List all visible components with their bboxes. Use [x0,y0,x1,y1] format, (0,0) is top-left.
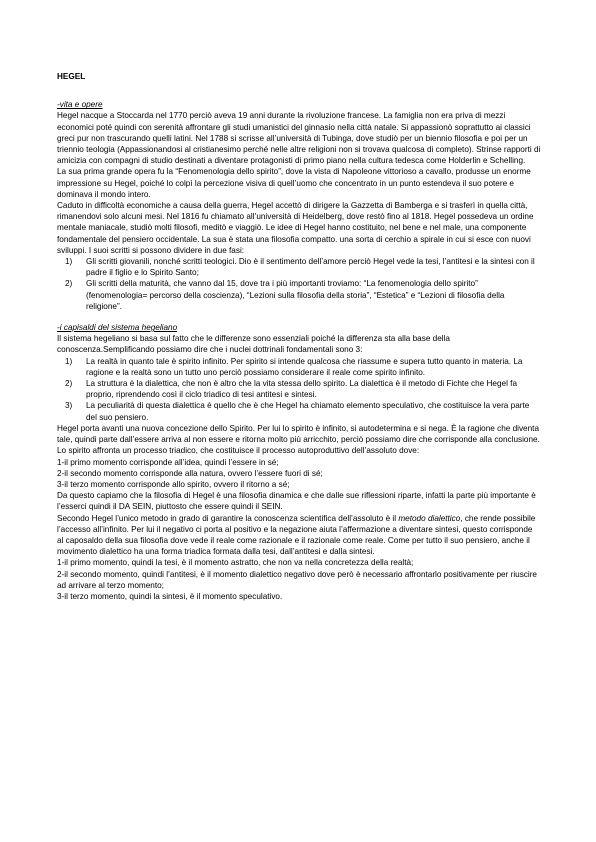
text-line: 3-il terzo momento, quindi la sintesi, è il momento speculativo. [57,591,283,601]
list-item-text: Gli scritti giovanili, nonché scritti teologici. Dio è il sentimento dell’amore perciò Hegel vede la tesi, l’antitesi e la sintesi con il padre il figlio e lo Spirito Santo; [86,257,535,278]
list-number: 2) [65,379,73,389]
section-heading: -vita e opere [57,100,103,110]
paragraph: Il sistema hegeliano si basa sul fatto che le differenze sono essenziali poiché la differenza sta alla base della conoscenza.Semplificando possiamo dire che i nuclei dottrinali fondamentali sono 3: [57,334,450,355]
list-item-text: La realtà in quanto tale è spirito infinito. Per spirito si intende qualcosa che riassume e supera tutto quanto in materia. La ragione e la realtà sono un tutto uno perciò possiamo considerare il reale come spirito infinito. [86,356,523,377]
section-vita-e-opere [57,99,541,312]
list-item [57,278,541,312]
list-item-text: La struttura è la dialettica, che non è altro che la vita stessa dello spirito. La dialettica è il metodo di Fichte che Hegel fa proprio, riprendendo così il ciclo triadico di tesi antitesi e sintesi. [86,379,517,400]
numbered-list [57,356,541,423]
paragraph-text: Secondo Hegel l’unico metodo in grado di garantire la conoscenza scientifica dell’assoluto è il [57,513,399,523]
paragraph-text: , che rende possibile l’accesso all’infinito. Per lui il negativo ci porta al positivo e la negazione aiuta l’affermazione a diventare sintesi, questo corrisponde al caposaldo della sua filosofia dove vede il reale come razionale e il razionale come reale. Come per tutto il suo pensiero, anche il movimento dialettico ha una forma triadica formata dalla tesi, dall’antitesi e dalla sintesi. [57,513,536,557]
list-number: 3) [65,401,73,411]
spacer [57,312,541,322]
paragraph: Hegel nacque a Stoccarda nel 1770 perciò aveva 19 anni durante la rivoluzione francese. La famiglia non era priva di mezzi economici poté quindi con serenità affrontare gli studi umanistici del ginnasio nella città natale. Si appassionò soprattutto ai classici greci pur non trascurando quelli latini. Nel 1788 si scrisse all’università di Tubinga, dove studiò per un biennio filosofia e poi per un triennio teologia (Appassionandosi al cristianesimo perché nelle altre religioni non si trovava qualcosa di completo). Strinse rapporti di amicizia con compagni di studio destinati a diventare protagonisti di primo piano nella cultura tedesca come Holderlin e Schelling. [57,111,541,166]
text-line: 1-il primo momento corrisponde all’idea, quindi l’essere in sé; [57,457,279,467]
list-number: 1) [65,356,73,366]
text-line: 1-il primo momento, quindi la tesi, è il momento astratto, che non va nella concretezza della realtà; [57,558,414,568]
section-capisaldi [57,322,541,602]
numbered-list [57,256,541,312]
paragraph: Da questo capiamo che la filosofia di Hegel è una filosofia dinamica e che dalle sue riflessioni riparte, infatti la parte più importante è l’esserci quindi il DA SEIN, piuttosto che essere quindi il SEIN. [57,491,536,512]
paragraph: La sua prima grande opera fu la “Fenomenologia dello spirito”, dove la vista di Napoleone vittorioso a cavallo, produsse un enorme impressione su Hegel, poiché lo colpì la percezione visiva di quell’uomo che concentrato in un punto estendeva il suo potere e dominava il mondo intero. [57,167,531,199]
list-number: 1) [65,257,73,267]
section-heading: -i capisaldi del sistema hegeliano [57,323,178,333]
list-item [57,256,541,278]
paragraph: Caduto in difficoltà economiche a causa della guerra, Hegel accettò di dirigere la Gazzetta di Bamberga e si trasferì in quella città, rimanendovi solo alcuni mesi. Nel 1816 fu chiamato all’università di Heidelberg, dove restò fino al 1818. Hegel possedeva un ordine mentale maniacale, studiò molti filosofi, meditò e viaggiò. Le idee di Hegel hanno costituito, nel bene e nel male, una componente fondamentale del pensiero occidentale. La sua è stata una filosofia compatto. una sorta di cerchio a spirale in cui si esce con nuovi sviluppi. I suoi scritti si possono dividere in due fasi: [57,201,534,255]
paragraph [57,513,541,558]
document-body [57,71,541,602]
text-line: 2-il secondo momento, quindi l’antitesi, è il momento dialettico negativo dove però è necessario affrontarlo positivamente per riuscire ad arrivare al terzo momento; [57,569,537,590]
list-item [57,400,541,422]
emphasis-text: metodo dialettico [398,513,461,523]
text-line: 2-il secondo momento corrisponde alla natura, ovvero l’essere fuori di sé; [57,468,323,478]
text-line: 3-il terzo momento corrisponde allo spirito, ovvero il ritorno a sé; [57,479,290,489]
list-item [57,378,541,400]
paragraph: Lo spirito affronta un processo triadico, che costituisce il processo autoproduttivo dell’assoluto dove: [57,446,420,456]
list-item-text: La peculiarità di questa dialettica è quello che è che Hegel ha chiamato elemento speculativo, che costituisce la vera parte del suo pensiero. [86,401,530,422]
document-title: HEGEL [57,72,86,81]
list-item [57,356,541,378]
list-number: 2) [65,279,73,289]
list-item-text: Gli scritti della maturità, che vanno dal 15, dove tra i più importanti troviamo: “La fenomenologia dello spirito” (fenomenologia= percorso della coscienza), “Lezioni sulla filosofia della storia”, “Estetica” e “Lezioni di filosofia della religione”. [86,279,505,311]
paragraph: Hegel porta avanti una nuova concezione dello Spirito. Per lui lo spirito è infinito, si autodetermina e si nega. È la ragione che diventa tale, quindi parte dall’essere arriva al non essere e ritorna molto più arricchito, perciò possiamo dire che corrisponde alla conclusione. [57,423,540,445]
